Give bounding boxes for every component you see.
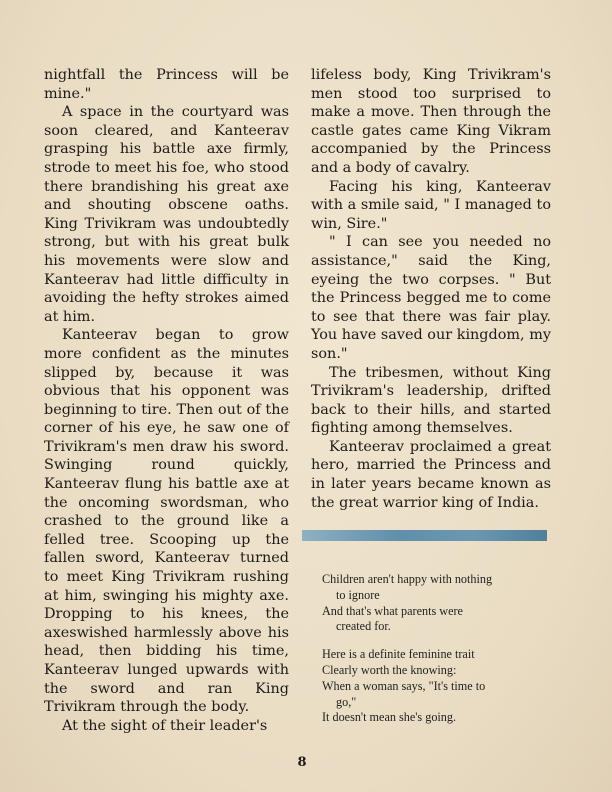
left-story-column (44, 66, 289, 735)
poem-line: go," (336, 694, 357, 709)
section-divider-bar (302, 530, 547, 541)
poem-line: Here is a definite feminine trait (322, 647, 475, 662)
story-paragraph: nightfall the Princess will be mine." (44, 67, 289, 102)
poem-line: Clearly worth the knowing: (322, 662, 457, 677)
poem-line: to ignore (336, 587, 380, 602)
poem-line: created for. (336, 619, 391, 634)
story-paragraph: Facing his king, Kanteerav with a smile said, " I managed to win, Sire." (311, 178, 551, 232)
story-paragraph: The tribesmen, without King Trivikram's leadership, drifted back to their hills, and started fighting among themselves. (311, 364, 551, 437)
story-paragraph: A space in the courtyard was soon cleared, and Kanteerav grasping his battle axe firmly, strode to meet his foe, who stood there brandishing his great axe and shouting obscene oaths. King Trivikram was undoubtedly strong, but with his great bulk his movements were slow and Kanteerav had little difficulty in avoiding the hefty strokes aimed at him. (44, 104, 289, 325)
poem-stanza (322, 572, 547, 635)
poem-line: It doesn't mean she's going. (322, 710, 457, 725)
story-paragraph: At the sight of their leader's (62, 717, 268, 734)
story-paragraph: Kanteerav proclaimed a great hero, married the Princess and in later years became known as the great warrior king of India. (311, 438, 551, 511)
story-paragraph: Kanteerav began to grow more confident as the minutes slipped by, because it was obvious that his opponent was beginning to tire. Then out of the corner of his eye, he saw one of Trivikram's men draw his sword. Swinging round quickly, Kanteerav flung his battle axe at the oncoming swordsman, who crashed to the ground like a felled tree. Scooping up the fallen sword, Kanteerav turned to meet King Trivikram rushing at him, swinging his mighty axe. Dropping to his knees, the axeswished harmlessly above his head, then bidding his time, Kanteerav lunged upwards with the sword and ran King Trivikram through the body. (44, 327, 289, 716)
short-poems (322, 572, 547, 738)
page-number: 8 (297, 755, 307, 770)
poem-line: When a woman says, "It's time to (322, 678, 486, 693)
poem-line: Children aren't happy with nothing (322, 572, 493, 586)
right-story-column (311, 66, 551, 512)
poem-line: And that's what parents were (322, 603, 463, 618)
story-paragraph: " I can see you needed no assistance," said the King, eyeing the two corpses. " But the Princess begged me to come to see that there was fair play. You have saved our kingdom, my son." (311, 234, 551, 362)
story-paragraph: lifeless body, King Trivikram's men stood too surprised to make a move. Then through the castle gates came King Vikram accompanied by the Princess and a body of cavalry. (311, 67, 551, 176)
poem-stanza (322, 647, 547, 726)
